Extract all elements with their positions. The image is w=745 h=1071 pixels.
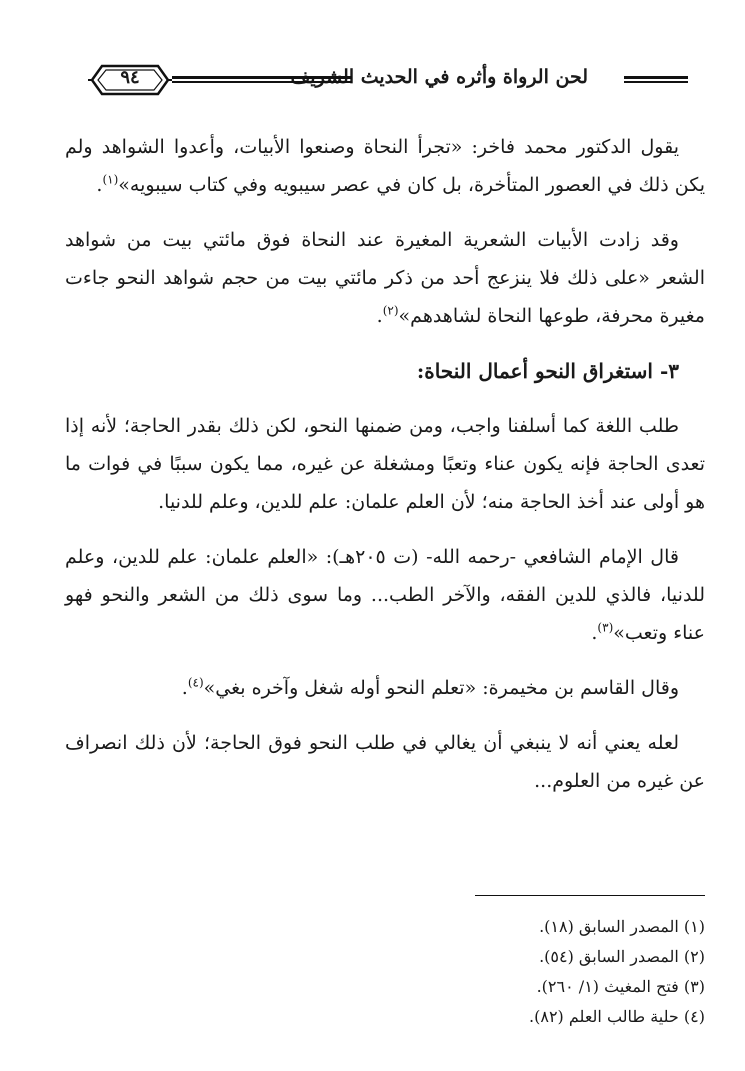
footnote-ref-4: (٤) bbox=[187, 675, 204, 690]
running-header bbox=[88, 60, 688, 104]
paragraph-3: طلب اللغة كما أسلفنا واجب، ومن ضمنها النحو، لكن ذلك بقدر الحاجة؛ لأنه إذا تعدى الحاجة فإنه يكون عناء وتعبًا ومشغلة عن غيره، مما يكون سببًا في فوات ما هو أولى عند أخذ الحاجة منه؛ لأن العلم علمان: علم للدين، وعلم للدنيا. bbox=[65, 415, 705, 513]
paragraph-2: وقد زادت الأبيات الشعرية المغيرة عند النحاة فوق مائتي بيت من شواهد الشعر «على ذلك فلا ينزعج أحد من ذكر مائتي بيت من حجم شواهد النحو جاءت مغيرة محرفة، طوعها النحاة لشاهدهم»$^{(٢)}$. bbox=[65, 229, 705, 327]
main-text bbox=[65, 128, 705, 817]
paragraph-6: لعله يعني أنه لا ينبغي أن يغالي في طلب النحو فوق الحاجة؛ لأن ذلك انصراف عن غيره من العلوم... bbox=[65, 732, 705, 792]
footnote-item: (١) المصدر السابق (١٨). bbox=[539, 917, 705, 936]
paragraph-4: قال الإمام الشافعي -رحمه الله- (ت ٢٠٥هـ): «العلم علمان: علم للدين، وعلم للدنيا، فالذي للدين الفقه، والآخر الطب... وما سوى ذلك من الشعر والنحو فهو عناء وتعب»$^{(٣)}$. bbox=[65, 546, 705, 644]
header-rule-right bbox=[624, 76, 688, 83]
footnote-ref-2: (٢) bbox=[382, 303, 399, 318]
section-heading: ٣- استغراق النحو أعمال النحاة: bbox=[416, 359, 679, 383]
page-number-badge bbox=[88, 60, 172, 100]
footnote-item: (٤) حلية طالب العلم (٨٢). bbox=[529, 1007, 705, 1026]
paragraph-1: يقول الدكتور محمد فاخر: «تجرأ النحاة وصنعوا الأبيات، وأعدوا الشواهد ولم يكن ذلك في العصور المتأخرة، بل كان في عصر سيبويه وفي كتاب سيبويه»$^{(١)}$. bbox=[65, 136, 705, 196]
header-rule-left bbox=[172, 76, 352, 83]
footnote-item: (٣) فتح المغيث (١/ ٢٦٠). bbox=[536, 977, 705, 996]
footnote-item: (٢) المصدر السابق (٥٤). bbox=[539, 947, 705, 966]
footnote-separator bbox=[475, 895, 705, 896]
footnote-ref-3: (٣) bbox=[597, 620, 614, 635]
paragraph-5: وقال القاسم بن مخيمرة: «تعلم النحو أوله شغل وآخره بغي»$^{(٤)}$. bbox=[181, 675, 679, 699]
running-title: لحن الرواة وأثره في الحديث الشريف bbox=[290, 66, 588, 88]
page-number: ٩٤ bbox=[120, 67, 140, 88]
footnote-ref-1: (١) bbox=[102, 172, 119, 187]
footnotes bbox=[65, 912, 705, 1032]
